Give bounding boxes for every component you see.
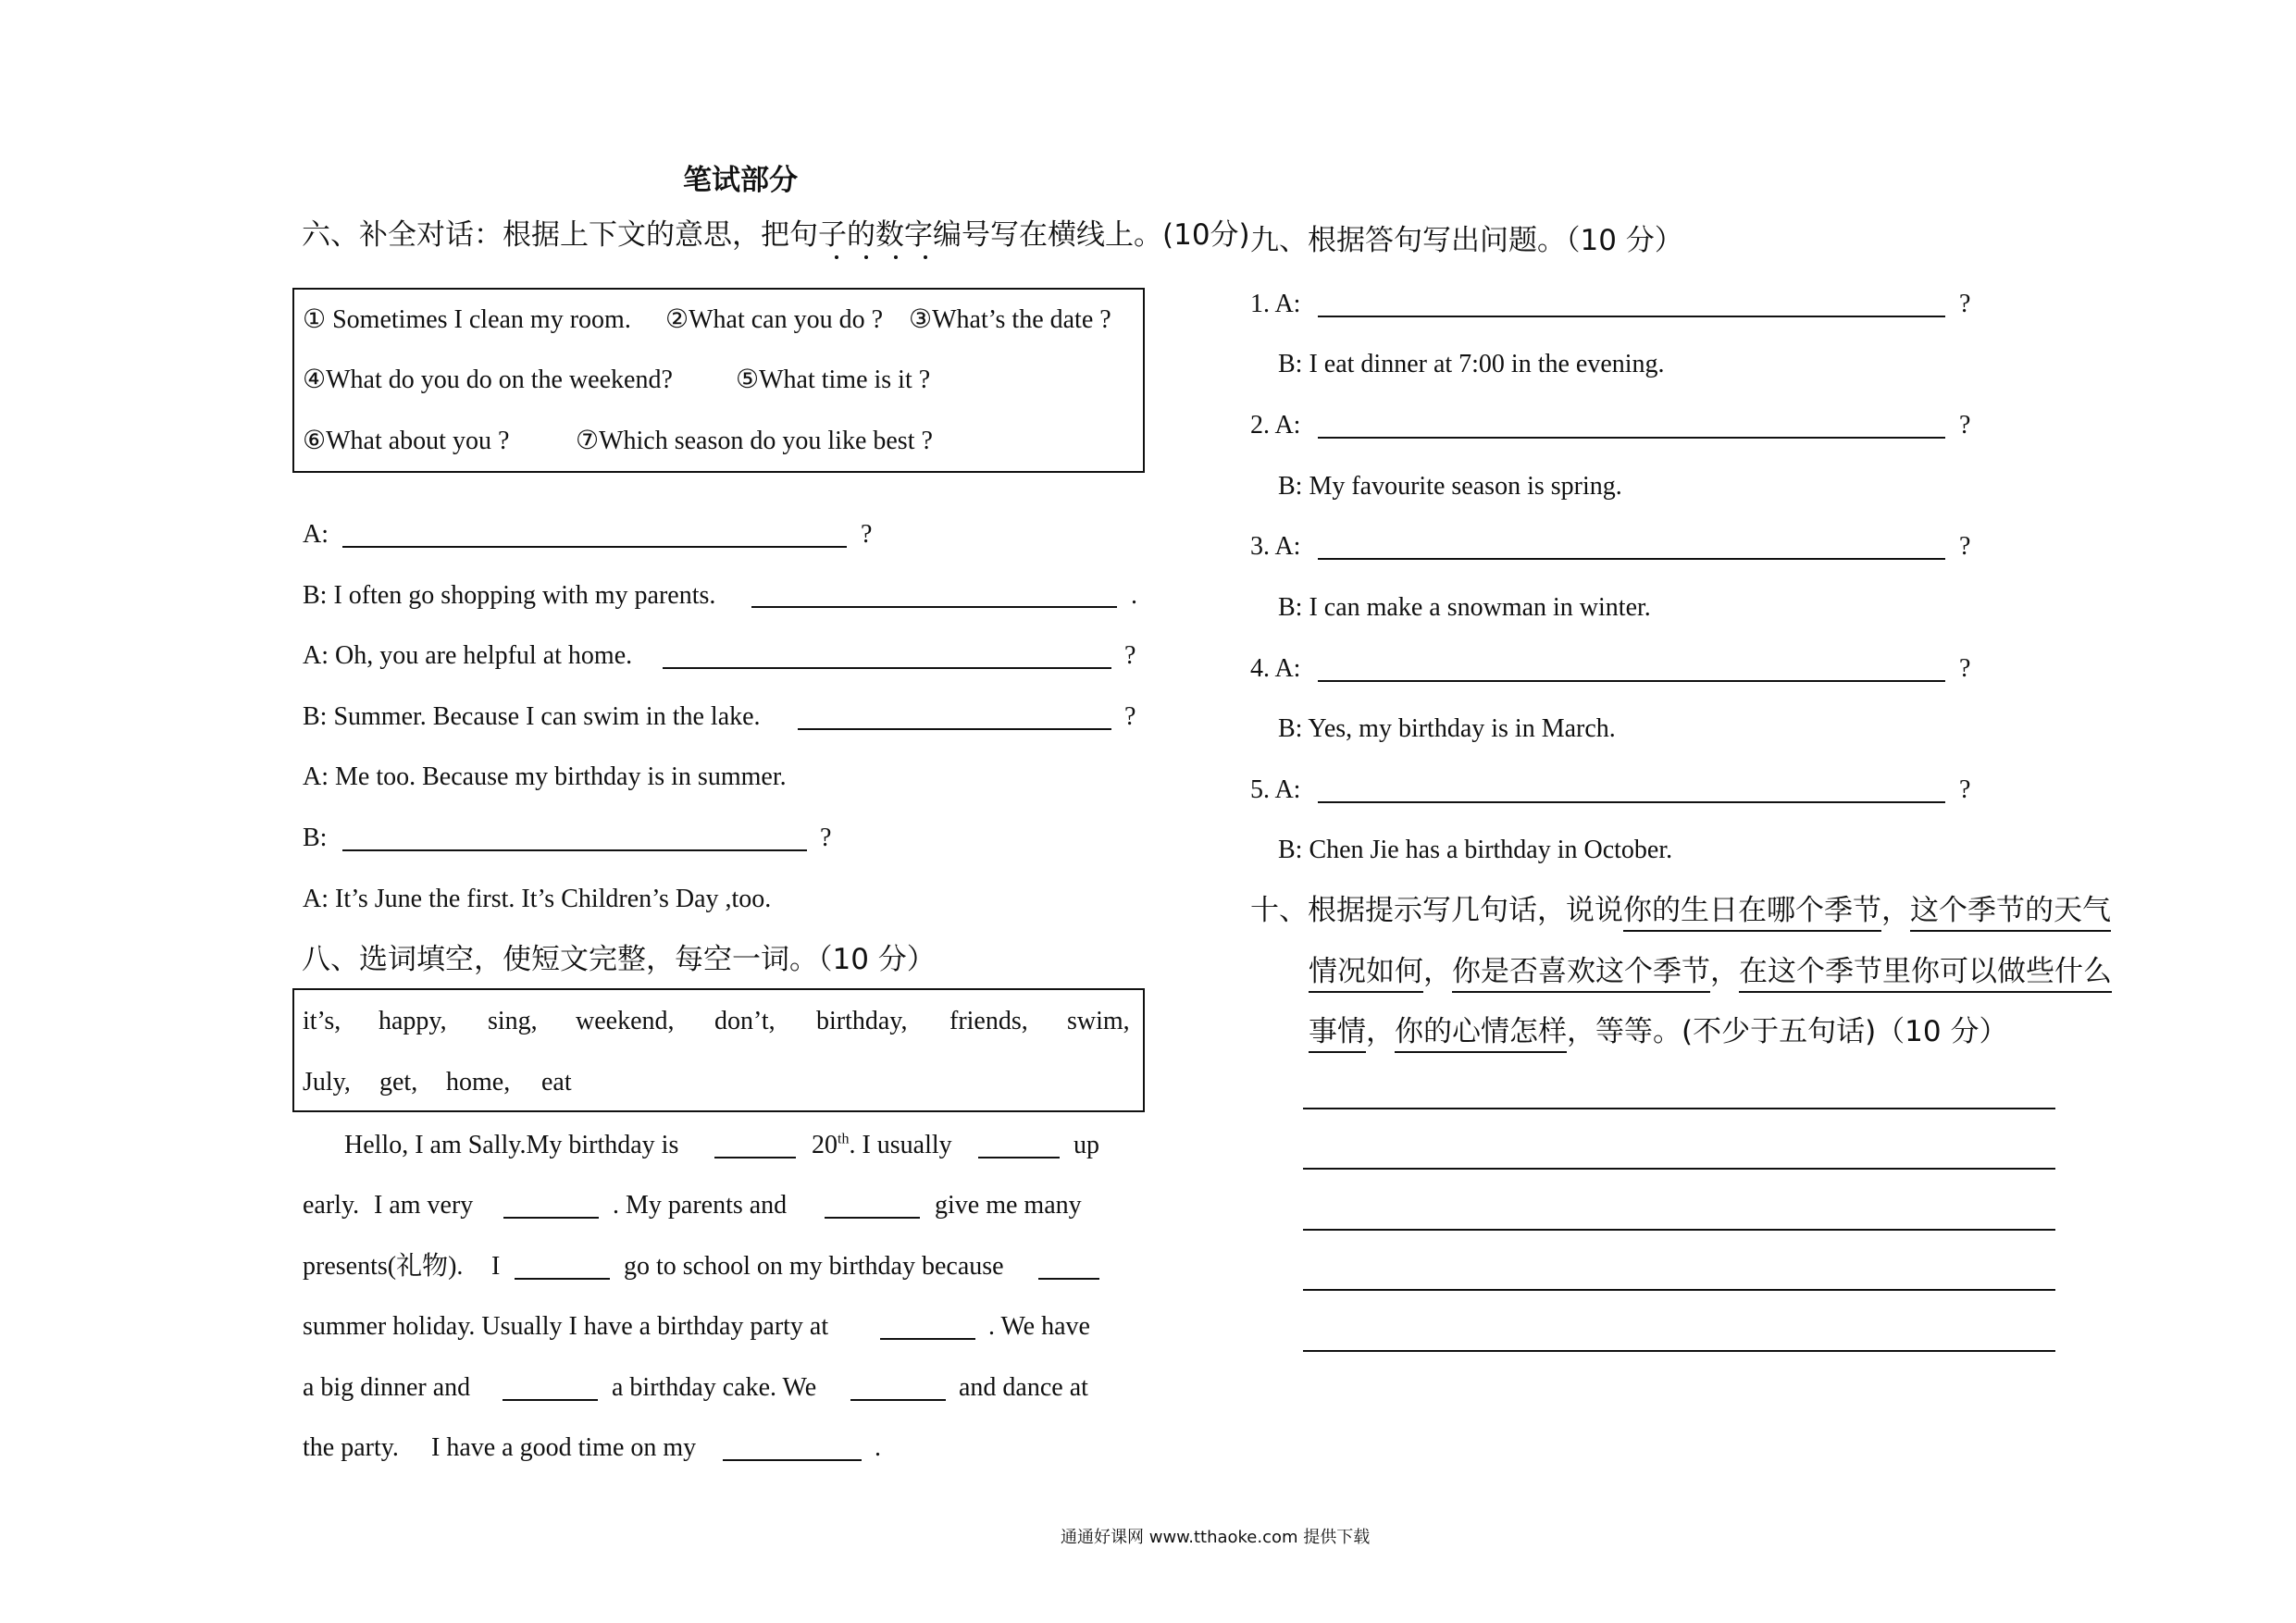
fill-blank[interactable]	[503, 1399, 598, 1401]
fill-blank[interactable]	[850, 1399, 946, 1401]
emphasis-dot	[894, 255, 898, 259]
question-blank[interactable]	[1318, 680, 1945, 682]
dialog-line-6: B:	[303, 824, 328, 852]
section-8-heading: 八、选词填空，使短文完整，每空一词。（10 分）	[302, 943, 936, 976]
prompt-underlined: 你是否喜欢这个季节	[1452, 955, 1710, 993]
section-10-text: ，	[1366, 1015, 1395, 1048]
fill-blank[interactable]	[515, 1278, 610, 1280]
answer-line: B: My favourite season is spring.	[1278, 472, 1622, 501]
question-mark: ?	[1959, 290, 1971, 318]
fill-blank[interactable]	[1038, 1278, 1099, 1280]
question-blank[interactable]	[1318, 558, 1945, 560]
dialog-line-3-end: ?	[1124, 641, 1136, 670]
option-7: ⑦Which season do you like best ?	[576, 427, 933, 455]
answer-line: B: I eat dinner at 7:00 in the evening.	[1278, 350, 1665, 378]
question-blank[interactable]	[1318, 801, 1945, 803]
option-2: ②What can you do ?	[665, 305, 884, 334]
section-10-text: ，	[1423, 955, 1452, 988]
dialog-line-5: A: Me too. Because my birthday is in summer.	[303, 762, 787, 791]
prompt-underlined: 情况如何	[1309, 955, 1423, 993]
emphasis-dot	[835, 255, 838, 259]
word-bank-item: home,	[446, 1068, 511, 1096]
answer-blank[interactable]	[342, 546, 847, 548]
word-bank-item: eat	[541, 1068, 572, 1096]
fill-blank[interactable]	[714, 1157, 796, 1158]
page-title: 笔试部分	[683, 164, 798, 197]
fill-blank[interactable]	[825, 1217, 920, 1219]
passage-text: up	[1074, 1131, 1099, 1159]
passage-text: Hello, I am Sally.My birthday is	[344, 1131, 679, 1159]
emphasis-dot	[864, 255, 868, 259]
answer-blank[interactable]	[751, 606, 1117, 608]
answer-line: B: Yes, my birthday is in March.	[1278, 714, 1616, 743]
footer-text: 通通好课网 www.tthaoke.com 提供下载	[1061, 1528, 1371, 1547]
dialog-line-2-end: .	[1131, 581, 1137, 610]
question-label: 2. A:	[1250, 411, 1301, 440]
dialog-line-2: B: I often go shopping with my parents.	[303, 581, 716, 610]
section-6-heading: 六、补全对话：根据上下文的意思，把句子的数字编号写在横线上。(10分)	[302, 218, 1250, 252]
passage-text: I	[491, 1252, 501, 1281]
fill-blank[interactable]	[880, 1338, 975, 1340]
question-label: 5. A:	[1250, 775, 1301, 804]
writing-line[interactable]	[1303, 1350, 2055, 1352]
word-bank-item: don’t,	[714, 1007, 776, 1035]
option-5: ⑤What time is it ?	[736, 365, 931, 394]
passage-text: I am very	[374, 1191, 474, 1220]
section-10-text: ，	[1710, 955, 1739, 988]
question-blank[interactable]	[1318, 437, 1945, 439]
section-10-line-3	[1309, 1015, 2008, 1048]
question-mark: ?	[1959, 654, 1971, 683]
option-4: ④What do you do on the weekend?	[303, 365, 673, 394]
question-label: 4. A:	[1250, 654, 1301, 683]
dialog-line-6-end: ?	[820, 824, 832, 852]
word-bank-item: birthday,	[816, 1007, 908, 1035]
answer-line: B: I can make a snowman in winter.	[1278, 593, 1651, 622]
section-10-line-2	[1309, 955, 2112, 988]
dialog-line-7: A: It’s June the first. It’s Children’s Day ,too.	[303, 885, 772, 913]
passage-text: . I usually	[849, 1131, 952, 1159]
writing-line[interactable]	[1303, 1229, 2055, 1231]
passage-text: summer holiday. Usually I have a birthday party at	[303, 1312, 829, 1341]
prompt-underlined: 在这个季节里你可以做些什么	[1739, 955, 2112, 993]
word-bank-item: get,	[379, 1068, 418, 1096]
passage-text: and dance at	[959, 1373, 1088, 1402]
word-bank-item: weekend,	[576, 1007, 675, 1035]
answer-blank[interactable]	[798, 728, 1111, 730]
passage-text: presents(礼物).	[303, 1252, 464, 1281]
passage-text: give me many	[935, 1191, 1082, 1220]
answer-line: B: Chen Jie has a birthday in October.	[1278, 836, 1673, 864]
option-3: ③What’s the date ?	[909, 305, 1111, 334]
passage-text: go to school on my birthday because	[624, 1252, 1004, 1281]
fill-blank[interactable]	[503, 1217, 599, 1219]
answer-blank[interactable]	[342, 849, 807, 851]
dialog-line-4: B: Summer. Because I can swim in the lake.	[303, 702, 761, 731]
fill-blank[interactable]	[723, 1459, 862, 1461]
answer-blank[interactable]	[663, 667, 1111, 669]
question-mark: ?	[1959, 532, 1971, 561]
prompt-underlined: 这个季节的天气	[1910, 894, 2111, 932]
prompt-underlined: 事情	[1309, 1015, 1366, 1053]
passage-text: a birthday cake. We	[612, 1373, 817, 1402]
word-bank-item: it’s,	[303, 1007, 341, 1035]
writing-line[interactable]	[1303, 1289, 2055, 1291]
dialog-line-4-end: ?	[1124, 702, 1136, 731]
section-10-text: ，等等。(不少于五句话)（10 分）	[1567, 1015, 2008, 1048]
question-mark: ?	[1959, 775, 1971, 804]
passage-text: . My parents and	[613, 1191, 788, 1220]
dialog-line-1-end: ?	[861, 520, 873, 549]
section-10-text: 十、根据提示写几句话，说说	[1250, 894, 1623, 927]
prompt-underlined: 你的生日在哪个季节	[1623, 894, 1881, 932]
passage-text: I have a good time on my	[431, 1433, 697, 1462]
passage-text: .	[875, 1433, 881, 1462]
date-number: 20	[812, 1131, 838, 1159]
dialog-line-1: A:	[303, 520, 329, 549]
emphasis-dot	[924, 255, 927, 259]
question-mark: ?	[1959, 411, 1971, 440]
word-bank-item: sing,	[488, 1007, 538, 1035]
section-9-heading: 九、根据答句写出问题。（10 分）	[1250, 224, 1683, 257]
ordinal-suffix: th	[838, 1131, 850, 1147]
passage-text: the party.	[303, 1433, 399, 1462]
dialog-line-3: A: Oh, you are helpful at home.	[303, 641, 633, 670]
writing-line[interactable]	[1303, 1108, 2055, 1109]
passage-text: early.	[303, 1191, 360, 1220]
passage-text: . We have	[988, 1312, 1090, 1341]
word-bank-item: friends,	[949, 1007, 1028, 1035]
question-label: 1. A:	[1250, 290, 1301, 318]
question-label: 3. A:	[1250, 532, 1301, 561]
writing-line[interactable]	[1303, 1168, 2055, 1170]
question-blank[interactable]	[1318, 316, 1945, 317]
word-bank-item: happy,	[379, 1007, 447, 1035]
word-bank-item: swim,	[1067, 1007, 1130, 1035]
option-1: ① Sometimes I clean my room.	[303, 305, 631, 334]
word-bank-item: July,	[303, 1068, 351, 1096]
passage-text: a big dinner and	[303, 1373, 471, 1402]
prompt-underlined: 你的心情怎样	[1395, 1015, 1567, 1053]
section-10-text: ，	[1881, 894, 1910, 927]
section-10-line-1	[1250, 894, 2111, 927]
passage-text	[812, 1133, 952, 1158]
option-6: ⑥What about you ?	[303, 427, 510, 455]
fill-blank[interactable]	[978, 1157, 1060, 1158]
